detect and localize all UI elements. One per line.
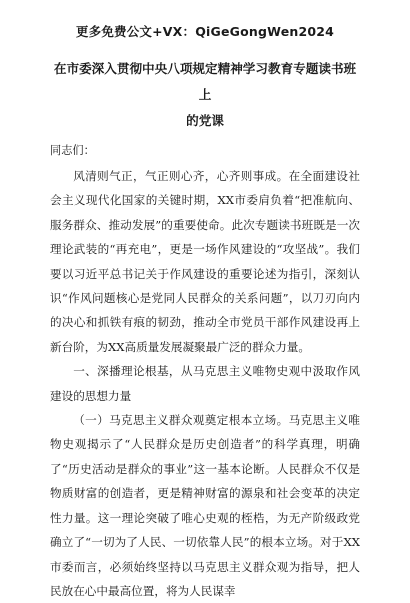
- title-line: 的党课: [186, 113, 224, 128]
- body-paragraph: （一）马克思主义群众观奠定根本立场。马克思主义唯物史观揭示了“人民群众是历史创造者”的科学真理，明确了“历史活动是群众的事业”这一基本论断。人民群众不仅是物质财富的创造者，更是精神财富的源泉和社会变革的决定性力量。这一理论突破了唯心史观的桎梏，为无产阶级政党确立了“一切为了人民、一切依靠人民”的根本立场。对于XX市委而言，必须始终坚持以马克思主义群众观为指导，把人民放在心中最高位置，将为人民谋幸: [50, 413, 360, 598]
- body-paragraph: 风清则气正，气正则心齐，心齐则事成。在全面建设社会主义现代化国家的关键时期，XX市委肩负着“把准航向、服务群众、推动发展”的重要使命。此次专题读书班既是一次理论武装的“再充电”，更是一场作风建设的“攻坚战”。我们要以习近平总书记关于作风建设的重要论述为指引，深刻认识“作风问题核心是党同人民群众的关系问题”，以刀刃向内的决心和抓铁有痕的韧劲，推动全市党员干部作风建设再上新台阶，为XX高质量发展凝聚最广泛的群众力量。: [50, 169, 360, 354]
- promo-banner: 更多免费公文+VX：QiGeGongWen2024: [75, 24, 335, 39]
- title-line: 在市委深入贯彻中央八项规定精神学习教育专题读书班上: [53, 61, 357, 102]
- salutation: 同志们：: [50, 144, 95, 157]
- section-heading: 一、深播理论根基，从马克思主义唯物史观中汲取作风建设的思想力量: [50, 364, 360, 403]
- document-title: [50, 56, 360, 134]
